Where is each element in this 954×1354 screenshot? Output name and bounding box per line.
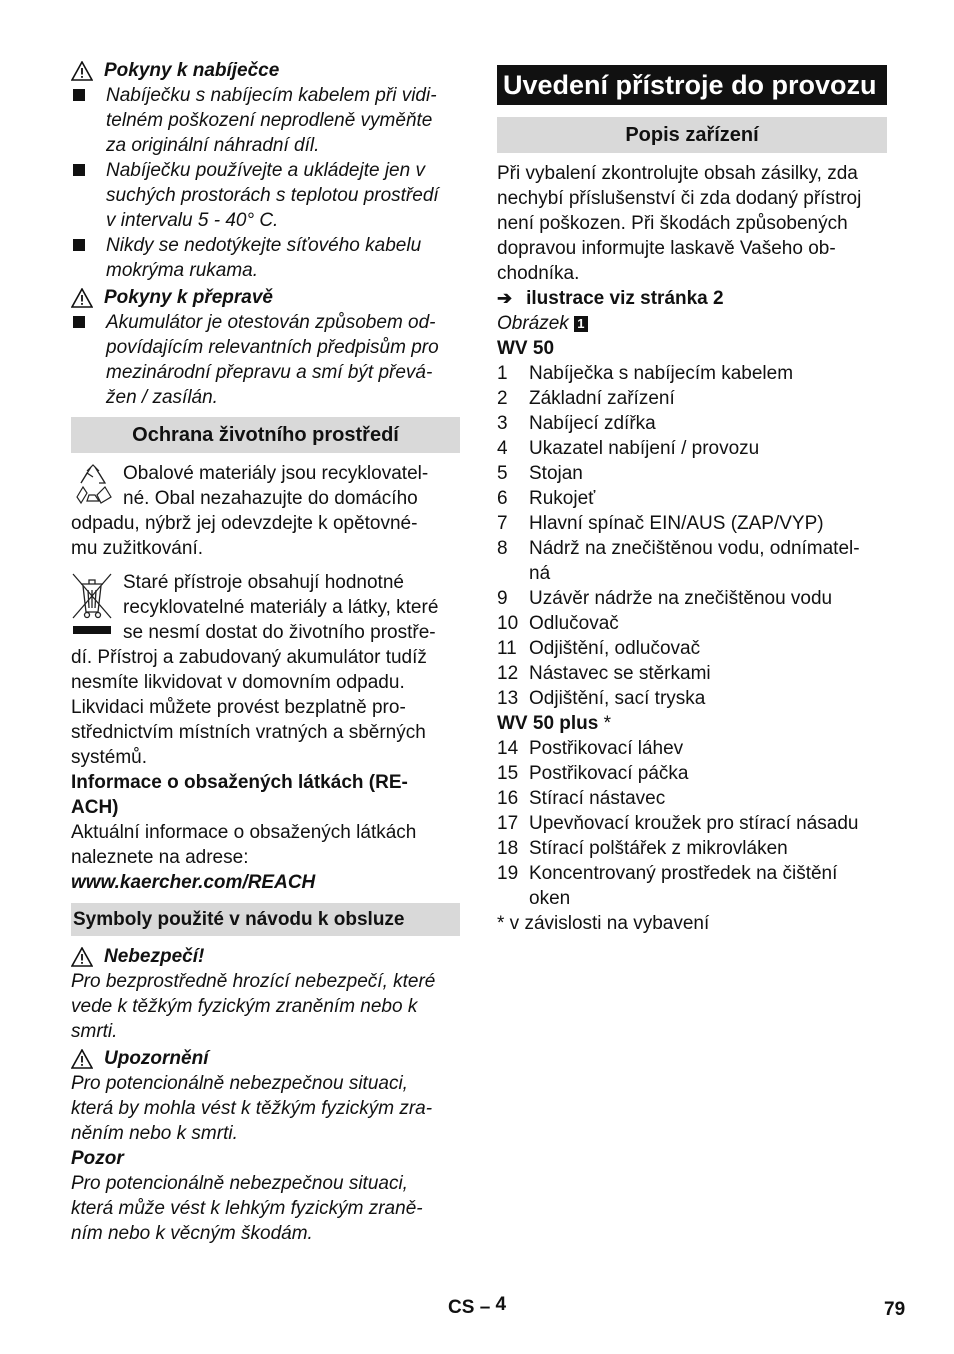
parts-list-item xyxy=(497,736,887,761)
parts-list-item xyxy=(497,636,887,661)
bullet-item xyxy=(71,233,460,283)
danger-text: smrti. xyxy=(71,1021,118,1042)
warning-text: která by mohla vést k těžkým fyzickým zra- xyxy=(71,1098,433,1119)
arrow-right-icon: ➔ xyxy=(497,288,513,308)
parts-list-item xyxy=(497,761,887,786)
figure-label-text: Obrázek xyxy=(497,313,569,334)
bullet-item xyxy=(71,83,460,158)
figure-label xyxy=(497,311,887,336)
parts-list-line: Postřikovací páčka xyxy=(529,763,689,784)
parts-list-line: Odjištění, odlučovač xyxy=(529,638,701,659)
parts-list-line: Ukazatel nabíjení / provozu xyxy=(529,438,760,459)
crossed-bin-icon xyxy=(71,572,113,645)
parts-list-line: Základní zařízení xyxy=(529,388,675,409)
parts-list-line: Odjištění, sací tryska xyxy=(529,688,706,709)
warning-triangle-icon xyxy=(71,947,93,967)
weee-line: recyklovatelné materiály a látky, které xyxy=(123,597,439,618)
parts-list-line: Stírací polštářek z mikrovláken xyxy=(529,838,788,859)
parts-list-text xyxy=(529,811,859,836)
intro-line: není poškozen. Při škodách způsobených xyxy=(497,213,848,234)
recycle-line: Obalové materiály jsou recyklovatel- xyxy=(123,463,429,484)
charger-safety-heading-label: Pokyny k nabíječce xyxy=(104,60,280,81)
danger-text: vede k těžkým fyzickým zraněním nebo k xyxy=(71,996,418,1017)
parts-list-item xyxy=(497,361,887,386)
parts-list-item xyxy=(497,486,887,511)
intro-line: chodníka. xyxy=(497,263,580,284)
bullet-line: Nabíječku používejte a ukládejte jen v xyxy=(106,160,425,181)
danger-text: Pro bezprostředně hrozící nebezpečí, které xyxy=(71,971,436,992)
weee-line: Staré přístroje obsahují hodnotné xyxy=(123,572,404,593)
caution-text: která může vést k lehkým fyzickým zraně- xyxy=(71,1198,423,1219)
warning-text: něním nebo k smrti. xyxy=(71,1123,238,1144)
bullet-line: v intervalu 5 - 40° C. xyxy=(106,210,279,231)
section-environment: Ochrana životního prostředí xyxy=(71,417,460,453)
bullet-line: žen / zasílán. xyxy=(106,387,218,408)
reach-url-link: www.kaercher.com/REACH xyxy=(71,872,316,893)
parts-list-text xyxy=(529,411,656,436)
bullet-text xyxy=(106,158,439,233)
parts-list-text xyxy=(529,436,759,461)
parts-list-number: 17 xyxy=(497,813,519,834)
parts-list-text xyxy=(529,386,675,411)
parts-list-item xyxy=(497,386,887,411)
parts-list-line: ná xyxy=(529,563,551,584)
parts-list-number: 11 xyxy=(497,638,517,659)
model-wv50: WV 50 xyxy=(497,338,555,359)
page-number: 79 xyxy=(884,1299,906,1320)
weee-line: se nesmí dostat do životního prostře- xyxy=(123,622,436,643)
parts-list-item xyxy=(497,611,887,636)
parts-list-text xyxy=(529,661,711,686)
intro-line: Při vybalení zkontrolujte obsah zásilky, zda xyxy=(497,163,858,184)
warning-text: Pro potencionálně nebezpečnou situaci, xyxy=(71,1073,408,1094)
parts-list-text xyxy=(529,836,788,861)
parts-list-number: 19 xyxy=(497,863,519,884)
right-column xyxy=(497,58,887,936)
recycle-line: mu zužitkování. xyxy=(71,538,203,559)
reach-text: Aktuální informace o obsažených látkách xyxy=(71,822,417,843)
model-wv50-plus-name: WV 50 plus xyxy=(497,713,599,734)
bullet-line: suchých prostorách s teplotou prostředí xyxy=(106,185,439,206)
bullet-line: mezinárodní přepravu a smí být převá- xyxy=(106,362,433,383)
parts-list-line: Odlučovač xyxy=(529,613,619,634)
danger-heading xyxy=(71,944,460,969)
parts-list-text xyxy=(529,636,700,661)
parts-list-text xyxy=(529,761,688,786)
section-symbols: Symboly použité v návodu k obsluze xyxy=(71,903,460,936)
reach-heading: ACH) xyxy=(71,797,119,818)
parts-list-line: oken xyxy=(529,888,571,909)
parts-list-number: 12 xyxy=(497,663,519,684)
recycle-icon xyxy=(71,463,115,514)
parts-list-text xyxy=(529,736,683,761)
parts-list-number: 1 xyxy=(497,363,508,384)
parts-list-number: 13 xyxy=(497,688,519,709)
warning-heading-label: Upozornění xyxy=(104,1048,209,1069)
warning-triangle-icon xyxy=(71,1049,93,1069)
parts-list-number: 8 xyxy=(497,538,508,559)
warning-triangle-icon xyxy=(71,61,93,81)
weee-line: Likvidaci můžete provést bezplatně pro- xyxy=(71,697,406,718)
bullet-square-icon xyxy=(73,239,85,251)
parts-list-item xyxy=(497,811,887,836)
bullet-line: mokrýma rukama. xyxy=(106,260,259,281)
bullet-line: povídajícím relevantních předpisům pro xyxy=(106,337,439,358)
parts-list-item xyxy=(497,436,887,461)
parts-list-item xyxy=(497,861,887,911)
parts-list-text xyxy=(529,586,832,611)
recycle-line: odpadu, nýbrž jej odevzdejte k opětovné- xyxy=(71,513,418,534)
model-wv50-plus-star: * xyxy=(598,713,612,734)
weee-line: střednictvím místních vratných a sběrných xyxy=(71,722,426,743)
parts-list-text xyxy=(529,511,824,536)
bullet-square-icon xyxy=(73,164,85,176)
intro-line: dopravou informujte laskavě Vašeho ob- xyxy=(497,238,836,259)
bullet-line: Akumulátor je otestován způsobem od- xyxy=(106,312,436,333)
parts-list-number: 3 xyxy=(497,413,508,434)
weee-block xyxy=(71,570,460,770)
parts-list-line: Nabíjecí zdířka xyxy=(529,413,656,434)
parts-list-line: Hlavní spínač EIN/AUS (ZAP/VYP) xyxy=(529,513,824,534)
bullet-square-icon xyxy=(73,316,85,328)
caution-text: Pro potencionálně nebezpečnou situaci, xyxy=(71,1173,408,1194)
parts-list-number: 4 xyxy=(497,438,508,459)
bullet-item xyxy=(71,158,460,233)
parts-list-text xyxy=(529,361,793,386)
weee-line: nesmíte likvidovat v domovním odpadu. xyxy=(71,672,405,693)
parts-list-number: 6 xyxy=(497,488,508,509)
parts-list-item xyxy=(497,461,887,486)
chapter-title: Uvedení přístroje do provozu xyxy=(497,65,887,105)
parts-list-text xyxy=(529,611,619,636)
parts-list-text xyxy=(529,861,837,911)
parts-list-number: 10 xyxy=(497,613,519,634)
caution-heading: Pozor xyxy=(71,1148,124,1169)
warning-heading xyxy=(71,1046,460,1071)
parts-list-line: Koncentrovaný prostředek na čištění xyxy=(529,863,838,884)
parts-list-item xyxy=(497,786,887,811)
parts-list-item xyxy=(497,536,887,586)
parts-list-line: Nádrž na znečištěnou vodu, odnímatel- xyxy=(529,538,860,559)
figure-number-badge: 1 xyxy=(574,316,588,332)
intro-line: nechybí příslušenství či zda dodaný přístroj xyxy=(497,188,862,209)
parts-list-line: Nabíječka s nabíjecím kabelem xyxy=(529,363,794,384)
caution-text: ním nebo k věcným škodám. xyxy=(71,1223,313,1244)
model-wv50-plus xyxy=(497,711,887,736)
footnote: * v závislosti na vybavení xyxy=(497,913,710,934)
bullet-line: telném poškození neprodleně vyměňte xyxy=(106,110,433,131)
figure-reference-text: ilustrace viz stránka 2 xyxy=(526,288,724,309)
parts-list-number: 7 xyxy=(497,513,508,534)
danger-heading-label: Nebezpečí! xyxy=(104,946,205,967)
parts-list-number: 2 xyxy=(497,388,508,409)
parts-list-line: Rukojeť xyxy=(529,488,596,509)
parts-list-line: Upevňovací kroužek pro stírací násadu xyxy=(529,813,859,834)
parts-list-item xyxy=(497,511,887,536)
parts-list-item xyxy=(497,411,887,436)
parts-list-number: 18 xyxy=(497,838,519,859)
bullet-line: Nikdy se nedotýkejte síťového kabelu xyxy=(106,235,422,256)
parts-list-text xyxy=(529,461,583,486)
parts-list-number: 5 xyxy=(497,463,508,484)
parts-list-line: Postřikovací láhev xyxy=(529,738,684,759)
parts-list-item xyxy=(497,661,887,686)
transport-safety-heading-label: Pokyny k přepravě xyxy=(104,287,273,308)
parts-list-text xyxy=(529,686,705,711)
section-device-description: Popis zařízení xyxy=(497,117,887,153)
bullet-text xyxy=(106,310,439,410)
bullet-text xyxy=(106,233,421,283)
parts-list-text xyxy=(529,536,860,586)
parts-list-text xyxy=(529,486,595,511)
charger-safety-heading xyxy=(71,58,460,83)
parts-list-text xyxy=(529,786,665,811)
reach-heading: Informace o obsažených látkách (RE- xyxy=(71,772,408,793)
bullet-text xyxy=(106,83,437,158)
parts-list-item xyxy=(497,686,887,711)
weee-line: dí. Přístroj a zabudovaný akumulátor tudíž xyxy=(71,647,427,668)
reach-text: naleznete na adrese: xyxy=(71,847,249,868)
parts-list-number: 9 xyxy=(497,588,508,609)
parts-list-item xyxy=(497,586,887,611)
left-column xyxy=(71,58,460,1246)
parts-list-number: 14 xyxy=(497,738,519,759)
parts-list-line: Stojan xyxy=(529,463,583,484)
parts-list-line: Nástavec se stěrkami xyxy=(529,663,711,684)
figure-reference xyxy=(497,286,887,311)
footer-language: CS – 4 xyxy=(448,1294,507,1318)
parts-list-number: 16 xyxy=(497,788,519,809)
transport-safety-heading xyxy=(71,285,460,310)
weee-line: systémů. xyxy=(71,747,148,768)
bullet-square-icon xyxy=(73,89,85,101)
recycle-block xyxy=(71,461,460,561)
bullet-line: za originální náhradní díl. xyxy=(106,135,320,156)
parts-list-line: Stírací nástavec xyxy=(529,788,666,809)
recycle-line: né. Obal nezahazujte do domácího xyxy=(123,488,418,509)
parts-list-line: Uzávěr nádrže na znečištěnou vodu xyxy=(529,588,833,609)
parts-list-item xyxy=(497,836,887,861)
parts-list-number: 15 xyxy=(497,763,519,784)
warning-triangle-icon xyxy=(71,288,93,308)
bullet-item xyxy=(71,310,460,410)
bullet-line: Nabíječku s nabíjecím kabelem při vidi- xyxy=(106,85,437,106)
